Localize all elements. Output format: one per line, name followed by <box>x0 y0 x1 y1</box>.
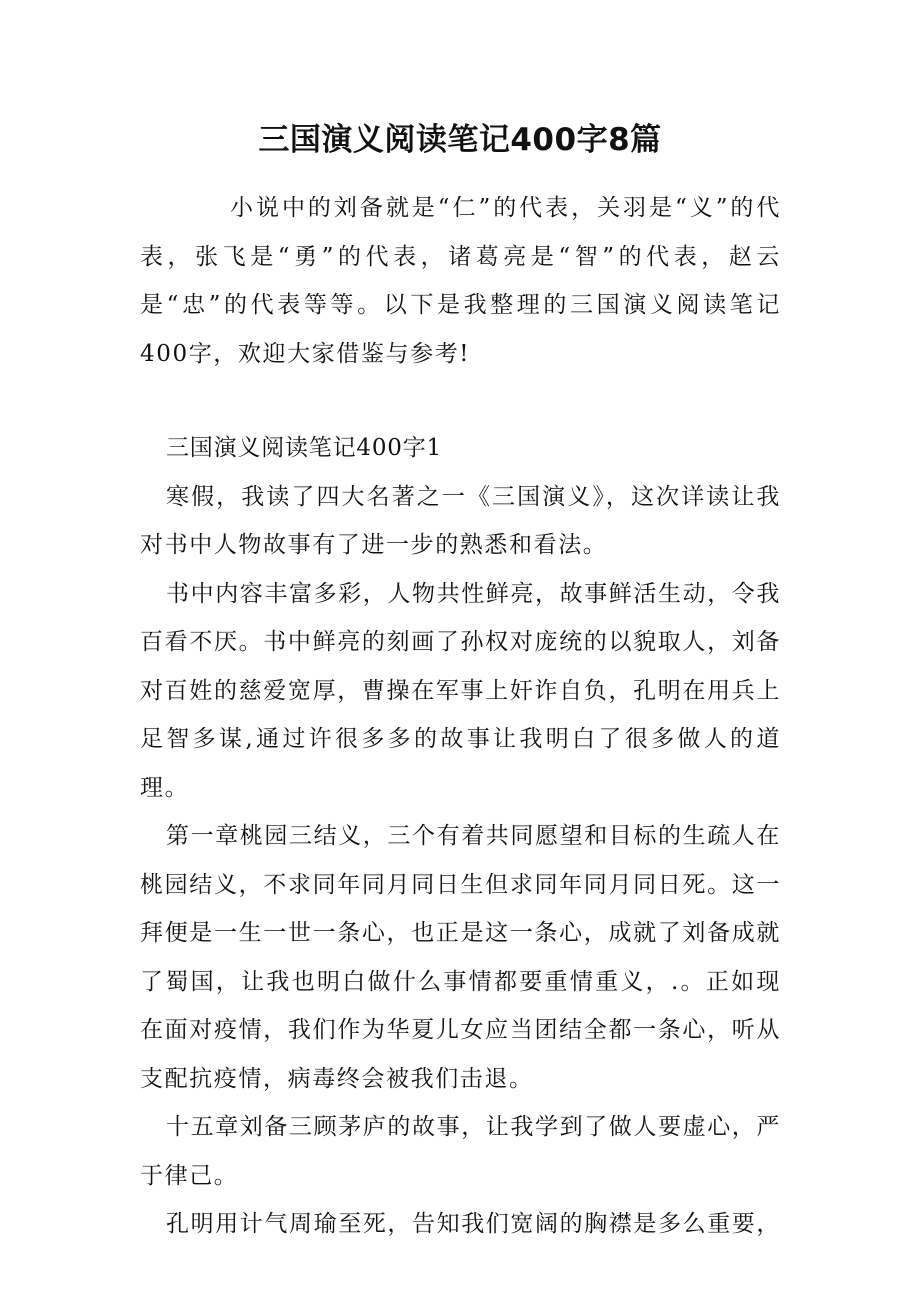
article-body <box>140 424 781 1249</box>
body-paragraph: 第一章桃园三结义，三个有着共同愿望和目标的生疏人在桃园结义，不求同年同月同日生但求同年同月同日死。这一拜便是一生一世一条心，也正是这一条心，成就了刘备成就了蜀国，让我也明白做什么事情都要重情重义，.。正如现在面对疫情，我们作为华夏儿女应当团结全都一条心，听从支配抗疫情，病毒终会被我们击退。 <box>140 823 781 1092</box>
body-paragraph: 寒假，我读了四大名著之一《三国演义》，这次详读让我对书中人物故事有了进一步的熟悉和看法。 <box>140 483 781 558</box>
intro-paragraph: 小说中的刘备就是“仁”的代表，关羽是“义”的代表，张飞是“勇”的代表，诸葛亮是“智”的代表，赵云是“忠”的代表等等。以下是我整理的三国演义阅读笔记400字，欢迎大家借鉴与参考! <box>140 195 781 367</box>
body-paragraph: 十五章刘备三顾茅庐的故事，让我学到了做人要虚心，严于律己。 <box>140 1114 781 1189</box>
body-paragraph: 孔明用计气周瑜至死，告知我们宽阔的胸襟是多么重要， <box>166 1211 781 1237</box>
document-title: 三国演义阅读笔记400字8篇 <box>258 122 662 158</box>
section-heading: 三国演义阅读笔记400字1 <box>166 435 442 461</box>
body-paragraph: 书中内容丰富多彩，人物共性鲜亮，故事鲜活生动，令我百看不厌。书中鲜亮的刻画了孙权对庞统的以貌取人，刘备对百姓的慈爱宽厚，曹操在军事上奸诈自负，孔明在用兵上足智多谋,通过许很多多的故事让我明白了很多做人的道理。 <box>140 580 781 801</box>
